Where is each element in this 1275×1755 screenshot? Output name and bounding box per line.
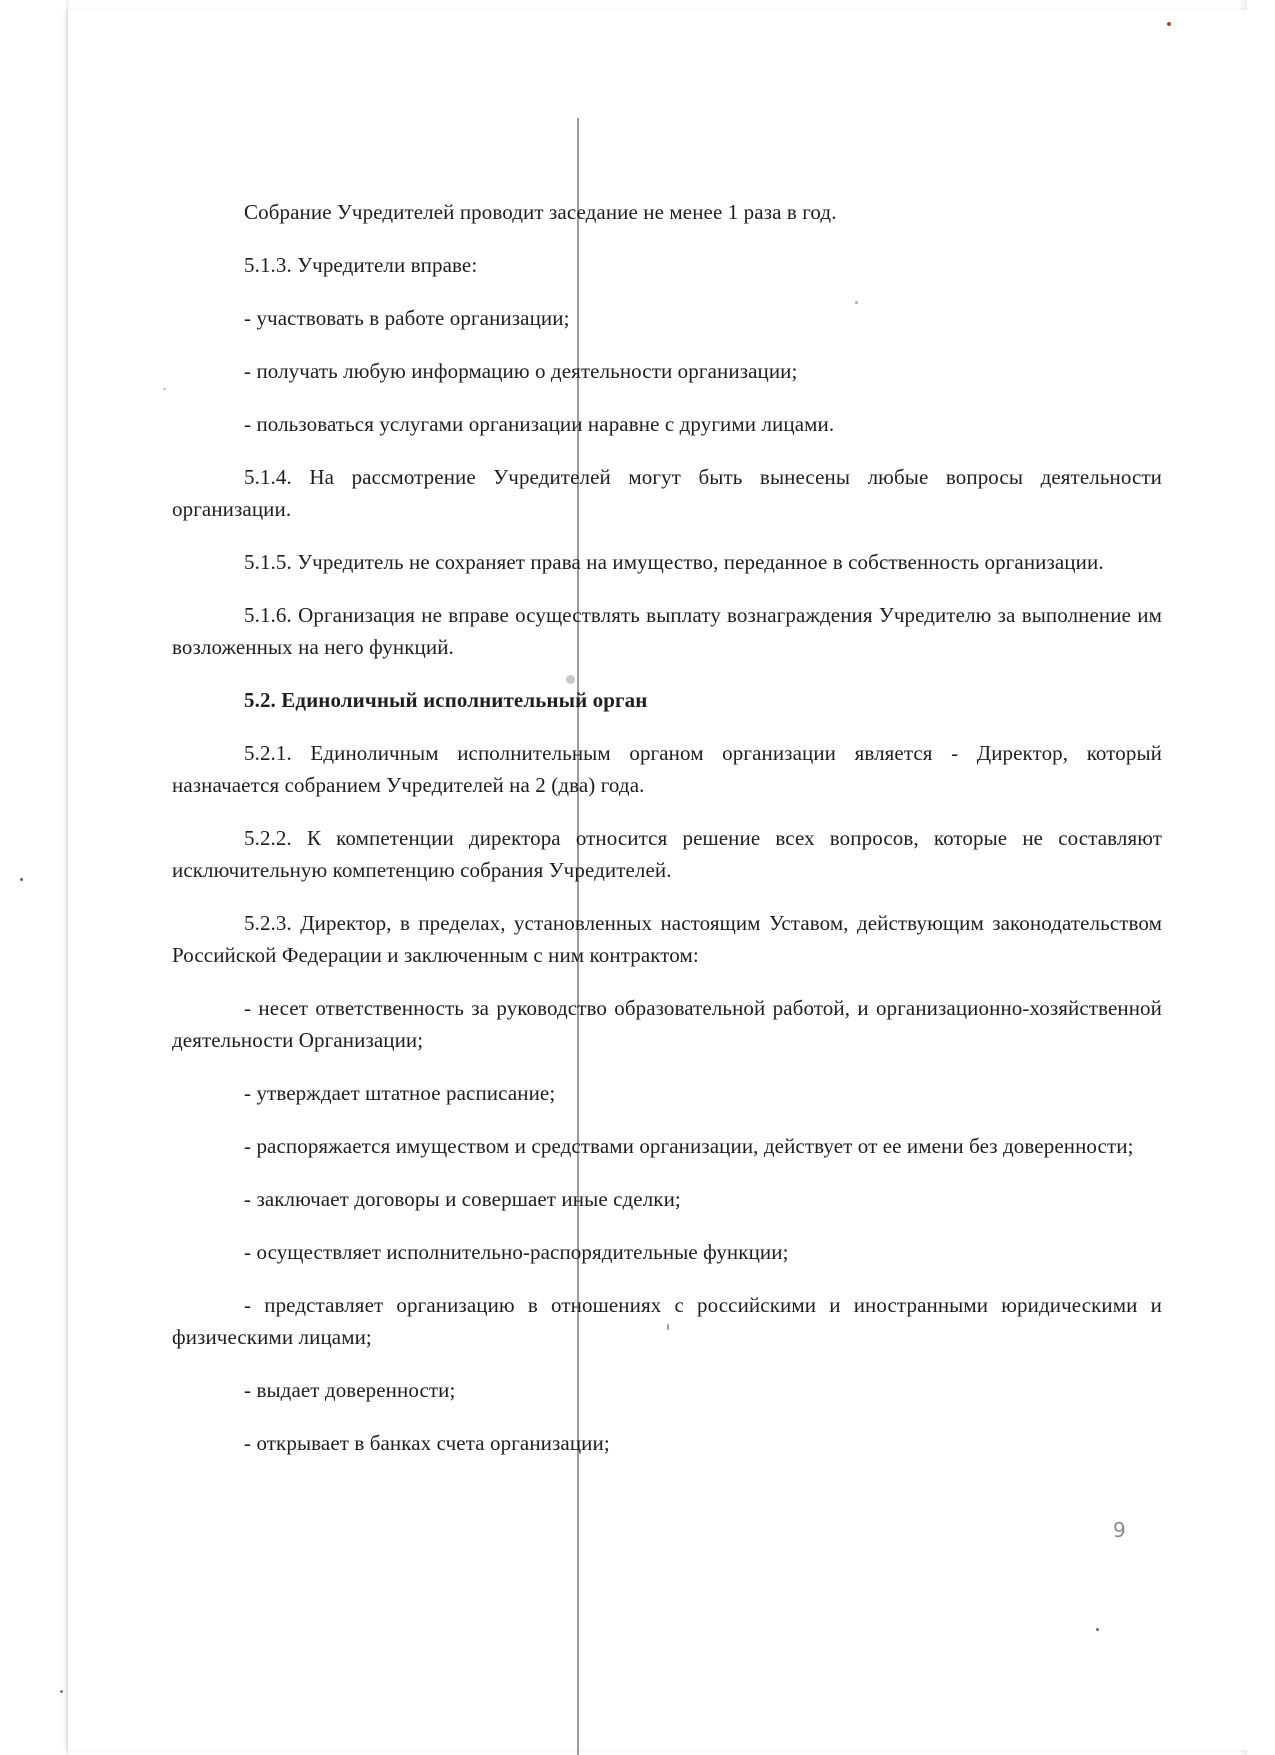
paragraph-meeting-frequency: Собрание Учредителей проводит заседание не менее 1 раза в год. [244,200,837,224]
list-item-get-information: - получать любую информацию о деятельности организации; [244,359,798,383]
scan-speck [1167,22,1171,26]
list-item-manage-property: - распоряжается имуществом и средствами организации, действует от ее имени без доверенности; [244,1134,1134,1158]
section-heading-5-2: 5.2. Единоличный исполнительный орган [244,688,648,712]
page-number: 9 [1113,1518,1126,1542]
list-item-responsibility: - несет ответственность за руководство образовательной работой, и организационно-хозяйственной деятельности Организации; [172,996,1162,1052]
list-item-powers-of-attorney: - выдает доверенности; [244,1378,456,1402]
paragraph-5-2-2: 5.2.2. К компетенции директора относится решение всех вопросов, которые не составляют исключительную компетенцию собрания Учредителей. [172,826,1162,882]
list-item-represent: - представляет организацию в отношениях с российскими и иностранными юридическими и физическими лицами; [172,1293,1162,1349]
list-item-participate: - участвовать в работе организации; [244,306,570,330]
paragraph-5-1-3: 5.1.3. Учредители вправе: [244,253,478,277]
list-item-executive-functions: - осуществляет исполнительно-распорядительные функции; [244,1240,789,1264]
scan-speck [855,301,858,304]
scan-speck [20,878,23,881]
document-body [172,196,1162,1480]
paragraph-5-1-4: 5.1.4. На рассмотрение Учредителей могут быть вынесены любые вопросы деятельности организации. [172,465,1162,521]
scan-speck [163,388,166,390]
paragraph-5-1-5: 5.1.5. Учредитель не сохраняет права на имущество, переданное в собственность организации. [244,550,1104,574]
scan-speck [566,675,575,684]
scan-speck [60,1690,63,1693]
paragraph-5-2-3: 5.2.3. Директор, в пределах, установленных настоящим Уставом, действующим законодательством Российской Федерации и заключенным с ним контрактом: [172,911,1162,967]
list-item-bank-accounts: - открывает в банках счета организации; [244,1431,610,1455]
list-item-contracts: - заключает договоры и совершает иные сделки; [244,1187,681,1211]
scan-speck [667,1324,669,1330]
list-item-use-services: - пользоваться услугами организации наравне с другими лицами. [244,412,835,436]
list-item-staff-schedule: - утверждает штатное расписание; [244,1081,556,1105]
paragraph-5-1-6: 5.1.6. Организация не вправе осуществлять выплату вознаграждения Учредителю за выполнение им возложенных на него функций. [172,603,1162,659]
scan-speck [1096,1628,1099,1631]
paragraph-5-2-1: 5.2.1. Единоличным исполнительным органом организации является - Директор, который назначается собранием Учредителей на 2 (два) года. [172,741,1162,797]
